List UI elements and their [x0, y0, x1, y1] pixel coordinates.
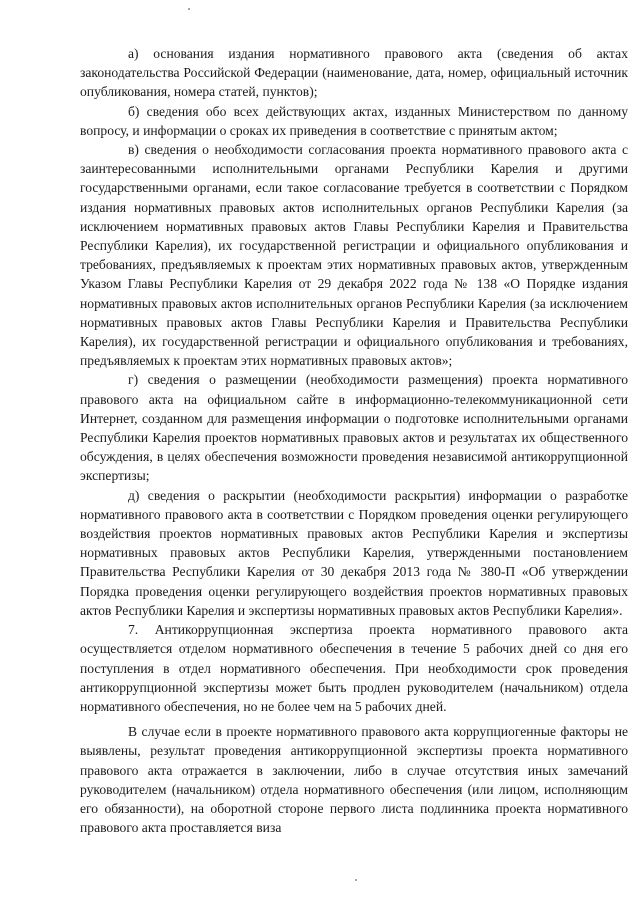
document-page — [80, 44, 628, 837]
paragraph-section-7: 7. Антикоррупционная экспертиза проекта нормативного правового акта осуществляется отделом нормативного обеспечения в течение 5 рабочих дней со дня его поступления в отдел нормативного обеспечения. При необходимости срок проведения антикоррупционной экспертизы может быть продлен руководителем (начальником) отдела нормативного обеспечения, но не более чем на 5 рабочих дней. — [80, 622, 628, 714]
paragraph-item-d: д) сведения о раскрытии (необходимости раскрытия) информации о разработке нормативного правового акта в соответствии с Порядком проведения оценки регулирующего воздействия проектов нормативных правовых актов Республики Карелия и экспертизы нормативных правовых актов Республики Карелия, утвержденными постановлением Правительства Республики Карелия от 30 декабря 2013 года № 380-П «Об утверждении Порядка проведения оценки регулирующего воздействия проектов нормативных правовых актов Республики Карелия и экспертизы нормативных правовых актов Республики Карелия». — [80, 487, 628, 618]
scan-speck — [188, 8, 190, 10]
paragraph-section-7-continuation: В случае если в проекте нормативного правового акта коррупциогенные факторы не выявлены, результат проведения антикоррупционной экспертизы проекта нормативного правового акта отражается в заключении, либо в случае отсутствия иных замечаний руководителем (начальником) отдела нормативного обеспечения (или лицом, исполняющим его обязанности), на оборотной стороне первого листа подлинника проекта нормативного правового акта проставляется виза — [80, 724, 628, 836]
paragraph-item-b: б) сведения обо всех действующих актах, изданных Министерством по данному вопросу, и информации о сроках их приведения в соответствие с принятым актом; — [80, 103, 628, 138]
paragraph-item-a: а) основания издания нормативного правового акта (сведения об актах законодательства Российской Федерации (наименование, дата, номер, официальный источник опубликования, номера статей, пунктов); — [80, 46, 628, 100]
scan-speck — [355, 879, 357, 881]
paragraph-item-g: г) сведения о размещении (необходимости размещения) проекта нормативного правового акта на официальном сайте в информационно-телекоммуникационной сети Интернет, созданном для размещения информации о подготовке исполнительными органами Республики Карелия проектов нормативных правовых актов и результатах их общественного обсуждения, в целях обеспечения возможности проведения независимой антикоррупционной экспертизы; — [80, 372, 628, 484]
paragraph-item-v: в) сведения о необходимости согласования проекта нормативного правового акта с заинтересованными исполнительными органами Республики Карелия и другими государственными органами, если такое согласование требуется в соответствии с Порядком издания нормативных правовых актов исполнительных органов Республики Карелия (за исключением нормативных правовых актов Главы Республики Карелия и Правительства Республики Карелия), их государственной регистрации и официального опубликования и требованиях, предъявляемых к проектам этих нормативных правовых актов, утвержденным Указом Главы Республики Карелия от 29 декабря 2022 года № 138 «О Порядке издания нормативных правовых актов исполнительных органов Республики Карелия (за исключением нормативных правовых актов Главы Республики Карелия и Правительства Республики Карелия), их государственной регистрации и официального опубликования и требованиях, предъявляемых к проектам этих нормативных правовых актов»; — [80, 142, 628, 369]
